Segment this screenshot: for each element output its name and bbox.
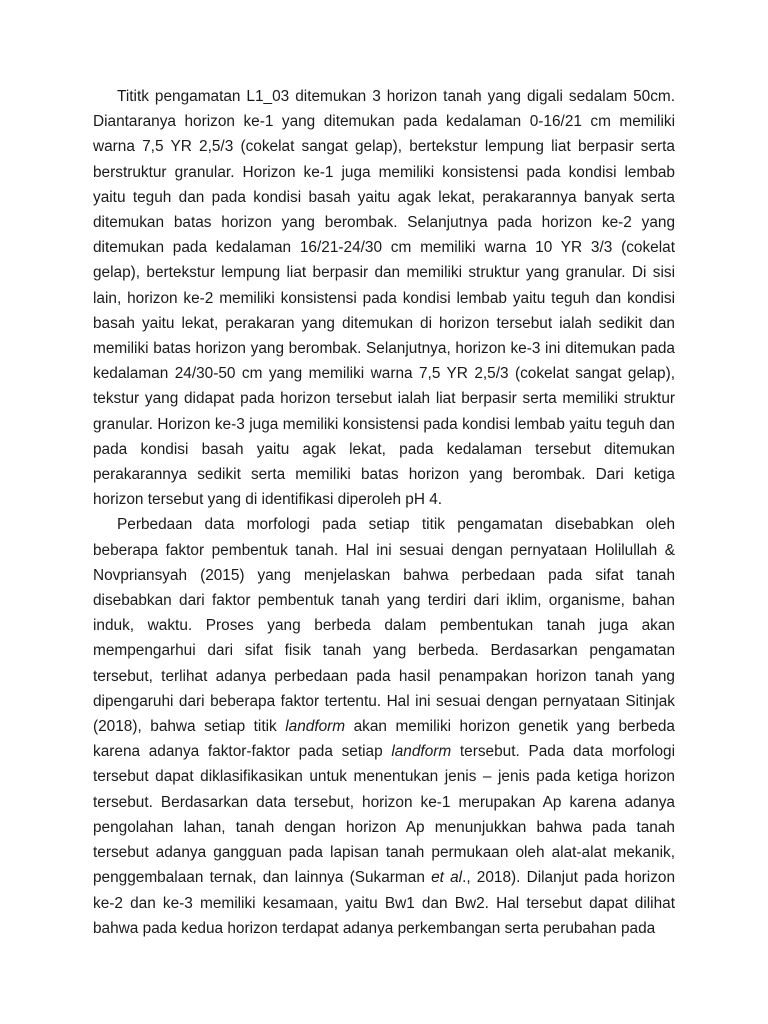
paragraph-2-text: ., 2018). Dilanjut pada horizon ke-2 dan ke-3 memiliki kesamaan, yaitu Bw1 dan Bw2. Hal tersebut dapat dilihat bahwa pada kedua horizon terdapat adanya perkembangan serta perubahan pada <box>93 869 676 937</box>
paragraph-2-text: akan memiliki horizon genetik yang berbeda karena adanya faktor-faktor pada setiap <box>93 718 675 761</box>
paragraph-1-text: Tititk pengamatan L1_03 ditemukan 3 horizon tanah yang digali sedalam 50cm. Diantaranya horizon ke-1 yang ditemukan pada kedalaman 0-16/21 cm memiliki warna 7,5 YR 2,5/3 (cokelat sangat gelap), bertekstur lempung liat berpasir serta berstruktur granular. Horizon ke-1 juga memiliki konsistensi pada kondisi lembab yaitu teguh dan pada kondisi basah yaitu agak lekat, perakarannya banyak serta ditemukan batas horizon yang berombak. Selanjutnya pada horizon ke-2 yang ditemukan pada kedalaman 16/21-24/30 cm memiliki warna 10 YR 3/3 (cokelat gelap), bertekstur lempung liat berpasir dan memiliki struktur yang granular. Di sisi lain, horizon ke-2 memiliki konsistensi pada kondisi lembab yaitu teguh dan kondisi basah yaitu lekat, perakaran yang ditemukan di horizon tersebut ialah sedikit dan memiliki batas horizon yang berombak. Selanjutnya, horizon ke-3 ini ditemukan pada kedalaman 24/30-50 cm yang memiliki warna 7,5 YR 2,5/3 (cokelat sangat gelap), tekstur yang didapat pada horizon tersebut ialah liat berpasir serta memiliki struktur granular. Horizon ke-3 juga memiliki konsistensi pada kondisi lembab yaitu teguh dan pada kondisi basah yaitu agak lekat, pada kedalaman tersebut ditemukan perakarannya sedikit serta memiliki batas horizon yang berombak. Dari ketiga horizon tersebut yang di identifikasi diperoleh pH 4. <box>93 88 675 509</box>
document-page <box>93 84 675 941</box>
paragraph-2-text: tersebut. Pada data morfologi tersebut dapat diklasifikasikan untuk menentukan jenis – jenis pada ketiga horizon tersebut. Berdasarkan data tersebut, horizon ke-1 merupakan Ap karena adanya pengolahan lahan, tanah dengan horizon Ap menunjukkan bahwa pada tanah tersebut adanya gangguan pada lapisan tanah permukaan oleh alat-alat mekanik, penggembalaan ternak, dan lainnya (Sukarman <box>93 743 675 887</box>
paragraph-horizon-description <box>93 84 675 512</box>
paragraph-2-text: Perbedaan data morfologi pada setiap titik pengamatan disebabkan oleh beberapa faktor pembentuk tanah. Hal ini sesuai dengan pernyataan Holilullah & Novpriansyah (2015) yang menjelaskan bahwa perbedaan pada sifat tanah disebabkan dari faktor pembentuk tanah yang terdiri dari iklim, organisme, bahan induk, waktu. Proses yang berbeda dalam pembentukan tanah juga akan mempengarhui dari sifat fisik tanah yang berbeda. Berdasarkan pengamatan tersebut, terlihat adanya perbedaan pada hasil penampakan horizon tanah yang dipengaruhi dari beberapa faktor tertentu. Hal ini sesuai dengan pernyataan Sitinjak (2018), bahwa setiap titik <box>93 516 675 736</box>
italic-term-landform: landform <box>391 743 452 761</box>
paragraph-morphology-discussion <box>93 512 675 940</box>
italic-term-et-al: et al <box>431 869 463 887</box>
italic-term-landform: landform <box>285 718 346 736</box>
